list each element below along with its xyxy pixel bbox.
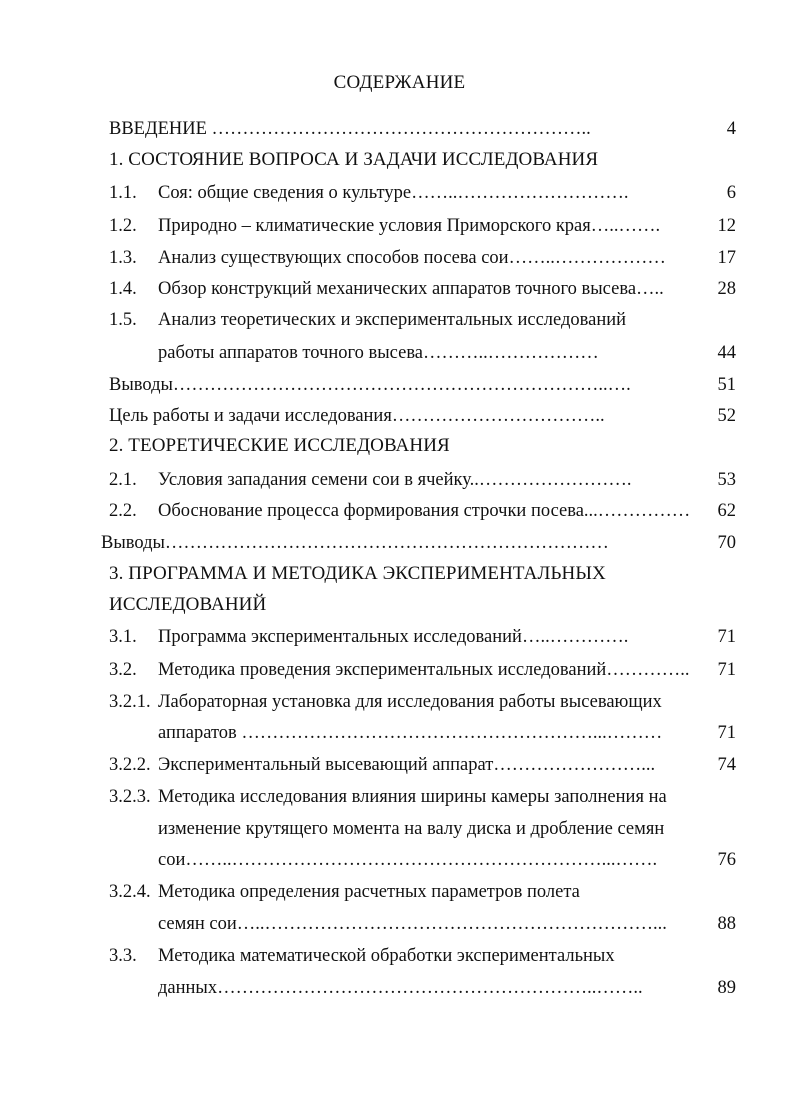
toc-entry-number: 2.2. [109,501,137,521]
toc-entry-text: ВВЕДЕНИЕ …………………………………………………….. [109,119,591,139]
toc-entry [0,274,799,304]
toc-entry-text: Методика проведения экспериментальных исследований………….. [158,660,690,680]
toc-entry-text: изменение крутящего момента на валу диска и дробление семян [158,819,665,839]
toc-entry-text: Методика математической обработки экспериментальных [158,946,615,966]
toc-entry-text: Выводы……………………………………………………………… [101,533,609,553]
toc-entry [0,114,799,144]
toc-entry [0,401,799,431]
toc-entry-page: 71 [717,627,736,647]
toc-entry-number: 1.5. [109,310,137,330]
toc-entry-text: Условия западания семени сои в ячейку..……………………. [158,470,632,490]
toc-entry-text: Природно – климатические условия Приморского края…..……. [158,216,661,236]
toc-entry-page: 62 [717,501,736,521]
page-title: СОДЕРЖАНИЕ [333,72,466,93]
toc-entry-page: 17 [717,248,736,268]
toc-entry-page: 88 [717,914,736,934]
toc-entry [0,465,799,495]
toc-entry-page: 76 [717,850,736,870]
toc-entry [0,243,799,273]
toc-entry-page: 6 [726,183,736,203]
toc-entry-text: Экспериментальный высевающий аппарат……………………... [158,755,656,775]
toc-entry [0,877,799,907]
toc-entry-page: 51 [717,375,736,395]
toc-entry-text: Анализ теоретических и экспериментальных исследований [158,310,627,330]
toc-entry-number: 3.2.4. [109,882,151,902]
toc-section-heading-continuation [0,590,799,620]
toc-entry-page: 4 [726,119,736,139]
toc-entry-page: 74 [717,755,736,775]
toc-section-heading [0,559,799,589]
toc-entry-text: 3. ПРОГРАММА И МЕТОДИКА ЭКСПЕРИМЕНТАЛЬНЫХ [109,563,606,584]
toc-entry-text: Обоснование процесса формирования строчки посева...…………… [158,501,691,521]
toc-entry [0,178,799,208]
toc-entry-text: Методика определения расчетных параметров полета [158,882,580,902]
toc-section-heading [0,431,799,461]
toc-entry-page: 71 [717,660,736,680]
toc-entry [0,750,799,780]
toc-entry [0,782,799,812]
toc-entry-text: работы аппаратов точного высева………..……………… [158,343,599,363]
toc-entry-continuation [0,814,799,844]
toc-entry-text: данных……………………………………………………..…….. [158,978,643,998]
toc-entry-number: 1.3. [109,248,137,268]
toc-entry [0,496,799,526]
toc-entry-text: семян сои…..………………………………………………………... [158,914,667,934]
toc-entry [0,655,799,685]
toc-entry-continuation [0,338,799,368]
toc-entry [0,528,799,558]
toc-entry-text: 2. ТЕОРЕТИЧЕСКИЕ ИССЛЕДОВАНИЯ [109,435,450,456]
toc-entry-text: Лабораторная установка для исследования работы высевающих [158,692,662,712]
toc-entry-number: 1.2. [109,216,137,236]
toc-entry-page: 70 [717,533,736,553]
toc-entry-number: 1.4. [109,279,137,299]
toc-entry-text: Программа экспериментальных исследований…..…………. [158,627,629,647]
toc-entry-number: 3.2.3. [109,787,151,807]
toc-entry-page: 53 [717,470,736,490]
toc-entry-text: Выводы……………………………………………………………..…. [109,375,631,395]
toc-entry-number: 1.1. [109,183,137,203]
toc-entry-text: Анализ существующих способов посева сои……..……………… [158,248,666,268]
toc-entry-continuation [0,909,799,939]
toc-entry-text: Обзор конструкций механических аппаратов точного высева….. [158,279,664,299]
toc-entry-number: 3.2.1. [109,692,151,712]
toc-entry [0,941,799,971]
toc-entry-page: 71 [717,723,736,743]
toc-entry-text: 1. СОСТОЯНИЕ ВОПРОСА И ЗАДАЧИ ИССЛЕДОВАНИЯ [109,149,599,170]
toc-entry-number: 3.2.2. [109,755,151,775]
toc-entry-text: Методика исследования влияния ширины камеры заполнения на [158,787,667,807]
toc-entry-page: 12 [717,216,736,236]
toc-entry-continuation [0,718,799,748]
toc-entry-text: ИССЛЕДОВАНИЙ [109,594,267,615]
toc-entry-page: 44 [717,343,736,363]
toc-entry-page: 52 [717,406,736,426]
toc-entry [0,370,799,400]
toc-entry-continuation [0,845,799,875]
toc-entry [0,305,799,335]
toc-entry [0,622,799,652]
toc-entry-text: сои……..……………………………………………………...……. [158,850,658,870]
toc-entry [0,687,799,717]
toc-entry-continuation [0,973,799,1003]
toc-entry-page: 28 [717,279,736,299]
toc-entry [0,211,799,241]
toc-entry-number: 3.2. [109,660,137,680]
toc-entry-number: 3.3. [109,946,137,966]
toc-entry-number: 2.1. [109,470,137,490]
toc-entry-text: Цель работы и задачи исследования…………………………….. [109,406,605,426]
toc-entry-number: 3.1. [109,627,137,647]
toc-entry-text: аппаратов …………………………………………………...……… [158,723,663,743]
toc-entry-page: 89 [717,978,736,998]
toc-entry-text: Соя: общие сведения о культуре……..………………………. [158,183,629,203]
toc-section-heading [0,145,799,175]
